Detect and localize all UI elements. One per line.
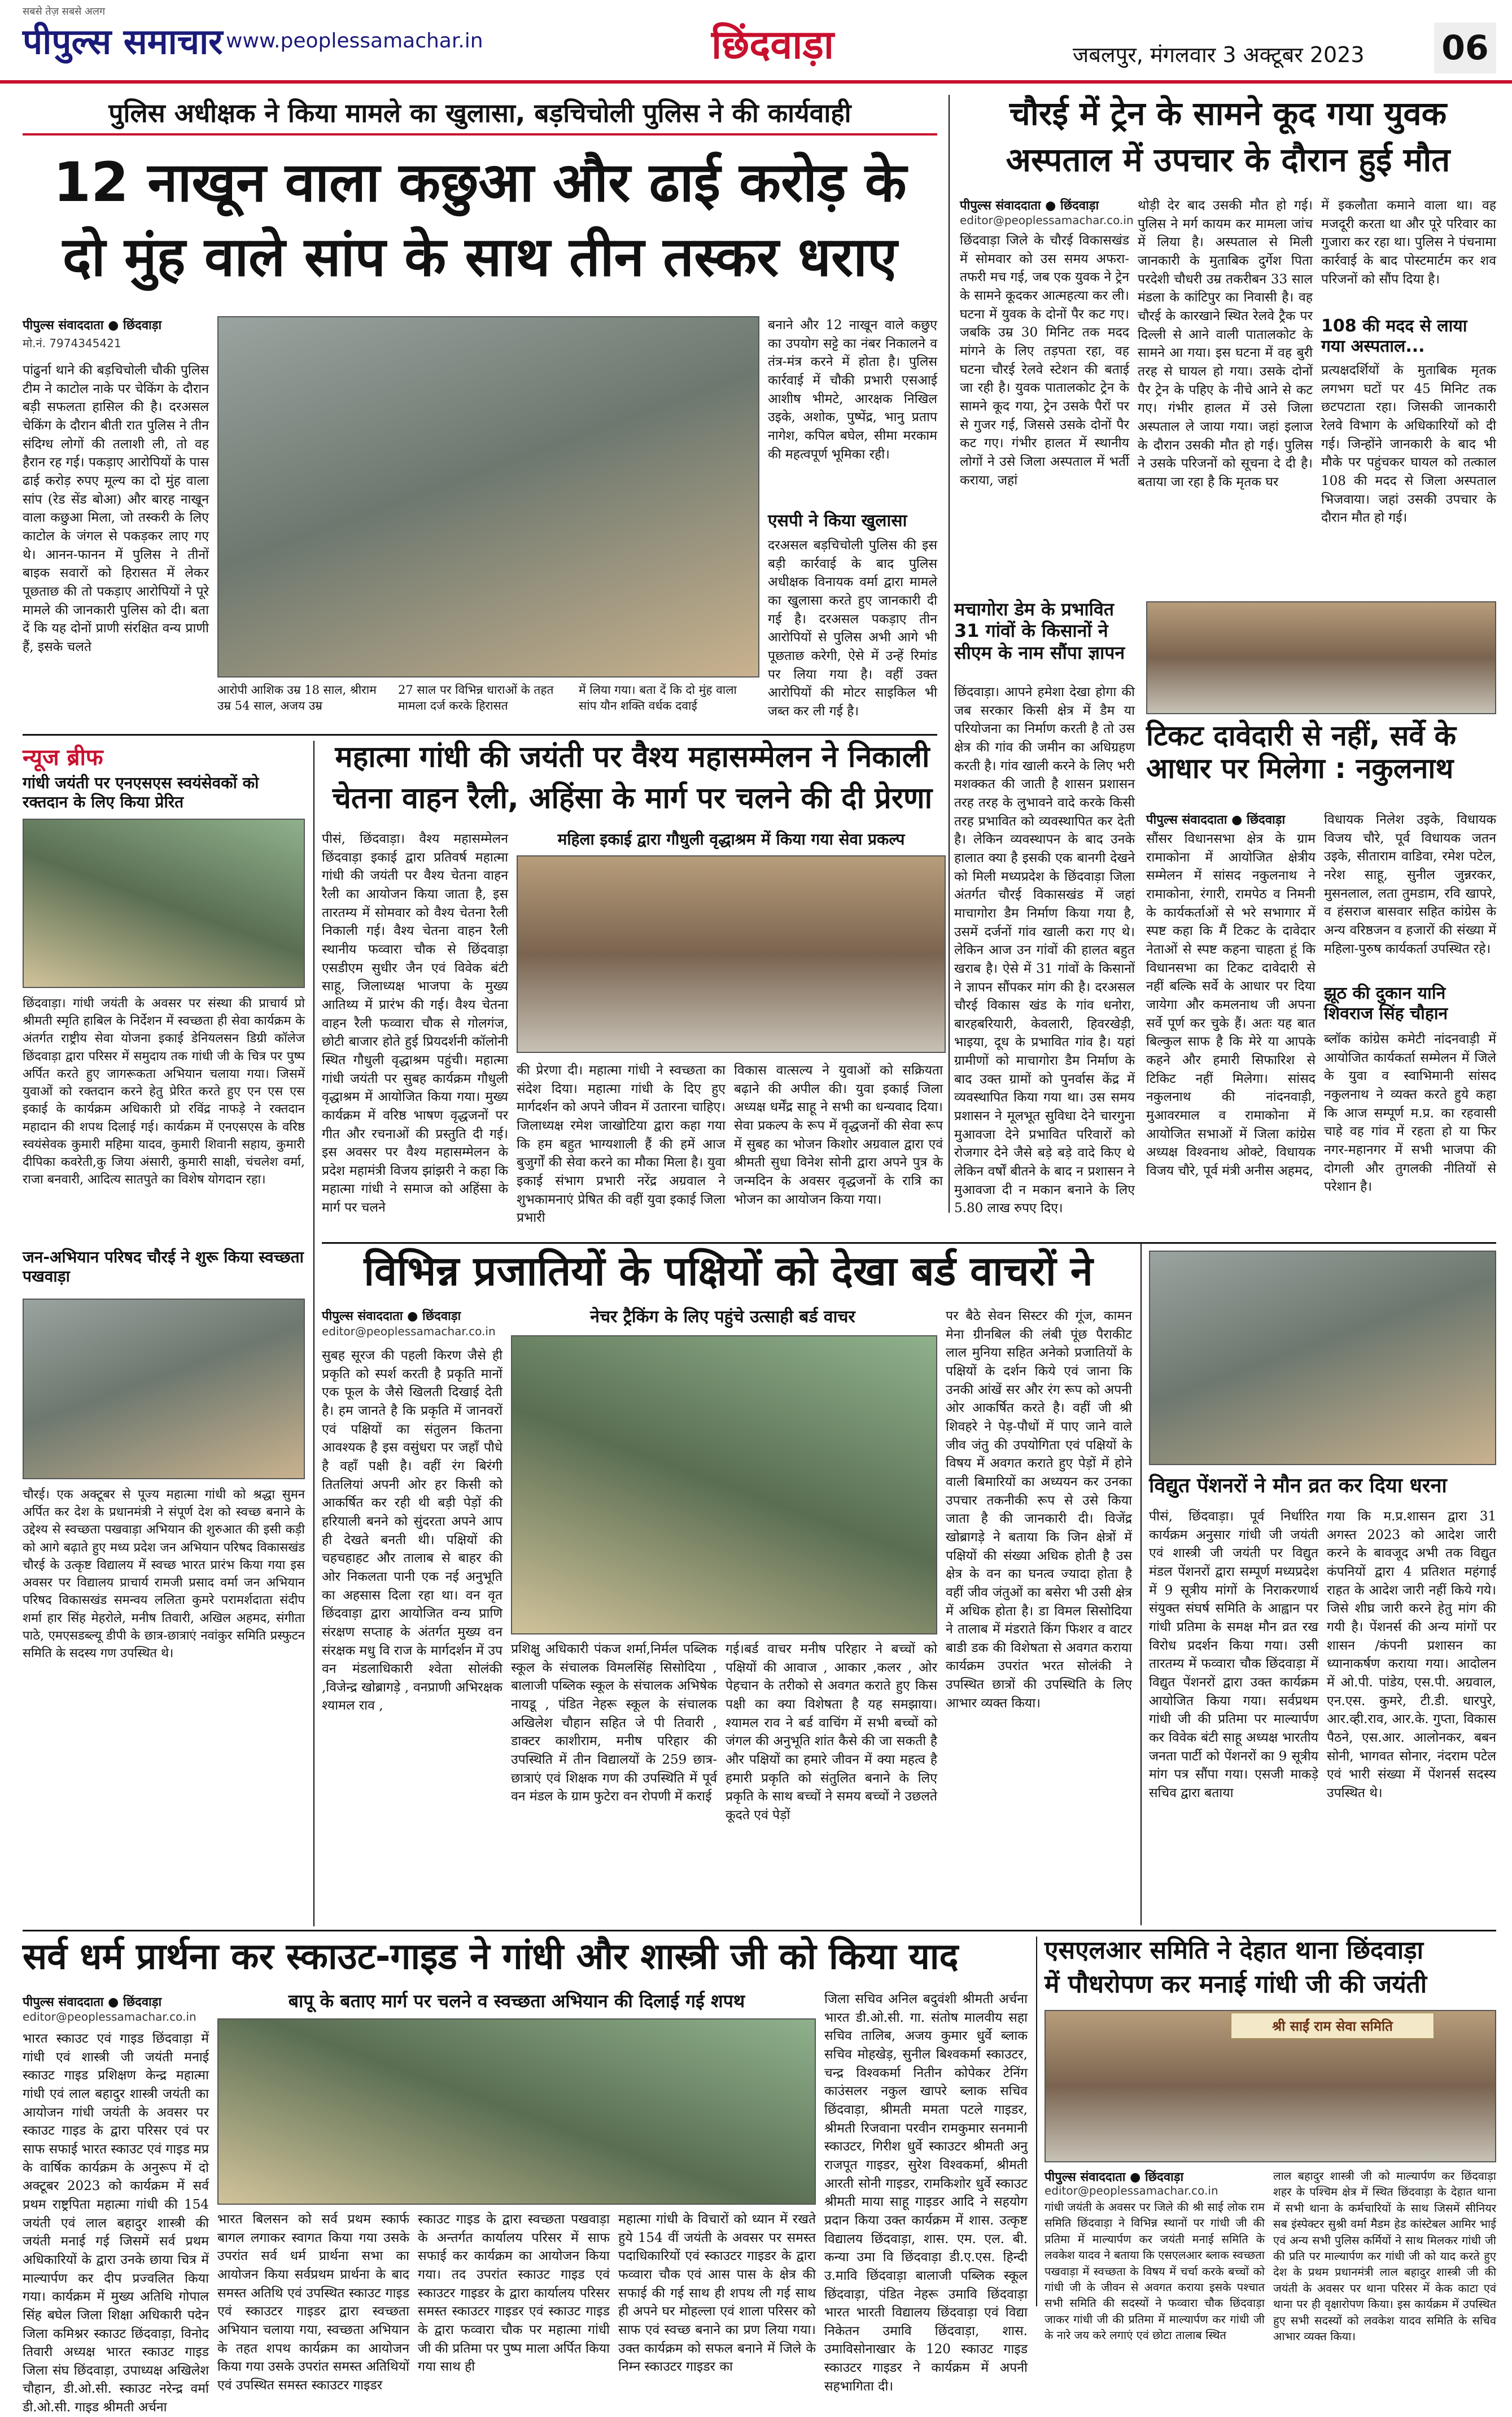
story9-headline-line1: एसएलआर समिति ने देहात थाना छिंदवाड़ा <box>1045 1936 1424 1965</box>
story1-police-photo <box>217 316 759 678</box>
newspaper-logo: पीपुल्स समाचार <box>23 21 223 62</box>
story5-body-col2: की प्रेरणा दी। महात्मा गांधी ने स्वच्छता का संदेश दिया। महात्मा गांधी के दिए हुए मार्गदर्शन को अपने जीवन में उतारना चाहिए। जिलाध्यक्ष रमेश जाखोटिया द्वारा कहा गया कि हम बहुत भाग्यशाली हैं की हमें आज बुजुर्गों की सेवा करने का मौका मिला है। युवा इकाई संभाग प्रभारी नरेंद्र अग्रवाल ने शुभकामनाएं प्रेषित की वहीं युवा इकाई जिला प्रभारी <box>517 1063 726 1226</box>
story2-headline-line1: चौरई में ट्रेन के सामने कूद गया युवक <box>1009 94 1447 133</box>
newsbrief-body-1: छिंदवाड़ा। गांधी जयंती के अवसर पर संस्था की प्राचार्य प्रो श्रीमती स्मृति हाबिल के निर्देशन में स्वच्छता ही सेवा कार्यक्रम के अंतर्गत राष्ट्रीय सेवा योजना इकाई डेनियलसन डिग्री कॉलेज छिंदवाड़ा द्वारा परिसर में समुदाय तक गांधी जी के चित्र पर पुष्प अर्पित करते हुए जागरूकता अभियान चलाया गया। जिसमें युवाओं को रक्तदान करने हेतु प्रेरित करते हुए एन एस एस इकाई के कार्यक्रम अधिकारी प्रो रविंद्र नाफड़े ने रक्तदान महादान की शपथ दिलाई गई। कार्यक्रम में एनएसएस के वरिष्ठ स्वयंसेवक कुमारी महिमा यादव, कुमारी शिवानी सहाय, कुमारी दीपिका कवरेती,कु जिया अंसारी, कुमारी साक्षी, चंचलेश वर्मा, राजा बनवारी, आदित्य सातपुते का विशेष योगदान रहा। <box>23 996 305 1187</box>
story6-body-col2: प्रशिक्षु अधिकारी पंकज शर्मा,निर्मल पब्लिक स्कूल के संचालक विमलसिंह सिसोदिया , बालाजी पब्लिक स्कूल के संचालक अभिषेक नायडू , पंडित नेहरू स्कूल के संचालक अखिलेश चौहान सहित जे पी तिवारी , डाक्टर काशीराम, मनीष परिहार की उपस्थिति में तीन विद्यालयों के 259 छात्र-छात्राएं एवं शिक्षक गण की उपस्थिति में पूर्व वन मंडल के ग्राम फुटेरा वन रोपणी में कराई <box>511 1642 717 1804</box>
edition-date: जबलपुर, मंगलवार 3 अक्टूबर 2023 <box>1073 42 1365 67</box>
newsbrief-photo-2 <box>23 1299 305 1479</box>
divider <box>23 133 937 136</box>
story1-mobile: मो.नं. 7974345421 <box>23 336 121 350</box>
story8-email[interactable]: editor@peoplessamachar.co.in <box>23 2010 196 2023</box>
story5-headline-line2: चेतना वाहन रैली, अहिंसा के मार्ग पर चलने की दी प्रेरणा <box>332 781 933 815</box>
story2-body-col2: थोड़ी देर बाद उसकी मौत हो गई। पुलिस ने मर्ग कायम कर मामला जांच में लिया है। अस्पताल से मिली जानकारी के मुताबिक दुर्गेश पिता परदेशी चौधरी उम्र तकरीबन 33 साल मंडला के कांटिपुर का निवासी है। वह चौरई के कारखाने स्थित रेलवे ट्रैक पर दिल्ली से आने वाली पातालकोट के सामने आ गया। इस घटना में वह बुरी तरह से घायल हो गया। उसके दोनों पैर ट्रेन के पहिए के नीचे आने से कट गए। गंभीर हालत में उसे जिला अस्पताल ले जाया गया। जहां इलाज के दौरान उसकी मौत हो गई। पुलिस ने उसके परिजनों को सूचना दे दी है। बताया जा रहा है कि मृतक घर <box>1138 198 1313 489</box>
story8-byline: पीपुल्स संवाददाता ● छिंदवाड़ा <box>23 1995 162 2009</box>
story2-body-col3: में इकलौता कमाने वाला था। वह मजदूरी करता था और पूरे परिवार का गुजारा कर रहा था। पुलिस ने पंचनामा कार्रवाई के बाद पोस्टमार्टम कर शव परिजनों को सौंप दिया है। <box>1321 198 1496 287</box>
story2-body-col1: छिंदवाड़ा जिले के चौरई विकासखंड में सोमवार को उस समय अफरा-तफरी मच गई, जब एक युवक ने ट्रेन के सामने कूदकर आत्महत्या कर ली। घटना में युवक के दोनों पैर कट गए। जबकि उम्र 30 मिनिट तक मदद मांगने के लिए तड़पता रहा, वह घटना चौरई रेलवे स्टेशन की बताई जा रही है। युवक पातालकोट ट्रेन के सामने कूद गया, ट्रेन उसके पैरों पर से गुजर गई, जिससे उसके दोनों पैर कट गए। गंभीर हालत में स्थानीय लोगों ने उसे जिला अस्पताल में भर्ती कराया, जहां <box>960 233 1129 488</box>
story5-subhead: महिला इकाई द्वारा गौधुली वृद्धाश्रम में किया गया सेवा प्रकल्प <box>557 830 905 849</box>
edition-city: छिंदवाड़ा <box>711 21 834 68</box>
newsbrief-photo-1 <box>23 819 305 988</box>
page-number: 06 <box>1434 23 1496 73</box>
story1-subhead: एसपी ने किया खुलासा <box>768 511 907 531</box>
story8-body-col1: भारत स्काउट एवं गाइड छिंदवाड़ा में गांधी एवं शास्त्री जी जयंती मनाई स्काउट गाइड प्रशिक्षण केन्द्र महात्मा गांधी एवं लाल बहादुर शास्त्री जयंती का आयोजन गांधी जयंती के अवसर पर स्काउट गाइड के द्वारा परिसर एवं पर साफ सफाई भारत स्काउट एवं गाइड मप्र के वार्षिक कार्यक्रम के अनुरूप में दो अक्टूबर 2023 को कार्यक्रम में सर्व प्रथम राष्ट्रपिता महात्मा गांधी की 154 जयंती एवं लाल बहादुर शास्त्री की जयंती मनाई गई जिसमें सर्व प्रथम अधिकारियों के द्वारा उनके छाया चित्र में माल्यार्पण कर दीप प्रज्वलित किया गया। कार्यक्रम में मुख्य अतिथि गोपाल सिंह बघेल जिला शिक्षा अधिकारी पदेन जिला कमिश्नर स्काउट छिंदवाड़ा, विनोद तिवारी अध्यक्ष भारत स्काउट गाइड जिला संघ छिंदवाड़ा, उपाध्यक्ष अखिलेश चौहान, डी.ओ.सी. स्काउट नरेन्द्र वर्मा डी.ओ.सी. गाइड श्रीमती अर्चना <box>23 2031 209 2415</box>
story5-rally-photo <box>517 855 946 1053</box>
story2-body-col3b: प्रत्यक्षदर्शियों के मुताबिक मृतक लगभग घटों पर 45 मिनिट तक छटपटाता रहा। जिसकी जानकारी रेलवे विभाग के अधिकारियों को दी गई। जिन्होंने जानकारी के बाद भी मौके पर पहुंचकर घायल को तत्काल 108 की मदद से जिला अस्पताल भिजवाया। जहां उसकी उपचार के दौरान मौत हो गई। <box>1321 363 1496 526</box>
column-divider <box>949 95 950 1213</box>
newsbrief-label: न्यूज ब्रीफ <box>23 745 103 771</box>
story4-body-col1: सौंसर विधानसभा क्षेत्र के ग्राम रामाकोना में आयोजित क्षेत्रीय सम्मेलन में सांसद नकुलनाथ ने रामाकोना, रंगारी, रामपेठ व निमनी के कार्यकर्ताओं से भरे सभागार में स्पष्ट कहा कि मैं टिकट के दावेदार नेताओं से स्पष्ट कहना चाहता हूं कि विधानसभा का टिकट दावेदारी से नहीं बल्कि सर्वे के आधार पर दिया जायेगा और कमलनाथ जी अपना सर्वे पूर्ण कर चुके हैं। अतः यह बात बिल्कुल साफ है कि मेरे या आपके कहने और हमारी सिफारिश से टिकिट नहीं मिलेगा। सांसद नकुलनाथ की नांदनवाड़ी, मुआवरमाल व रामाकोना में आयोजित सभाओं में जिला कांग्रेस अध्यक्ष विश्वनाथ ओक्टे, विधायक विजय चौरे, पूर्व मंत्री अनीस अहमद, <box>1146 832 1316 1178</box>
story7-headline: विद्युत पेंशनरों ने मौन व्रत कर दिया धरना <box>1149 1474 1447 1497</box>
story5-headline-line1: महात्मा गांधी की जयंती पर वैश्य महासम्मेलन ने निकाली <box>335 740 930 774</box>
story6-body-col1: सुबह सूरज की पहली किरण जैसे ही प्रकृति को स्पर्श करती है प्रकृति मानों एक फूल के जैसे खिलती दिखाई देती है। हम जानते है कि प्रकृति में जानवरों एवं पक्षियों का संतुलन कितना आवश्यक है इस वसुंधरा पर जहाँ पौधे है वहाँ पक्षी है। वहीं रंग बिरंगी तितलियां अपनी ओर हर किसी को आकर्षित कर रही थी बड़ी पेड़ों की हरियाली बनने को सुंदरता अपने आप ही देखते बनती थी। पक्षियों की चहचहाहट और तालाब से बाहर की ओर निकलता पानी एक नई अनुभूति का अहसास दिला रहा था। वन वृत छिंदवाड़ा द्वारा आयोजित वन्य प्राणि संरक्षण सप्ताह के अंतर्गत मुख्य वन संरक्षक मधु वि राज के मार्गदर्शन में उप वन मंडलाधिकारी श्वेता सोलंकी ,विजेन्द्र खोब्रागड़े , वनप्राणी अभिरक्षक श्यामल राव , <box>322 1348 502 1714</box>
story6-headline: विभिन्न प्रजातियों के पक्षियों को देखा बर्ड वाचरों ने <box>364 1247 1093 1295</box>
story6-birdwatch-photo <box>511 1335 937 1634</box>
story4-subhead: झूठ की दुकान यानि शिवराज सिंह चौहान <box>1324 984 1448 1024</box>
newsbrief-body-2: चौरई। एक अक्टूबर से पूज्य महात्मा गांधी को श्रद्धा सुमन अर्पित कर देश के प्रधानमंत्री ने संपूर्ण देश को स्वच्छ बनाने के उद्देश्य से स्वच्छता पखवाड़ा अभियान की शुरुआत की इसी कड़ी को आगे बढ़ाते हुए मध्य प्रदेश जन अभियान परिषद विकासखंड चौरई के उत्कृष्ट विद्यालय में स्वच्छ भारत प्रारंभ किया गया इस अवसर पर विद्यालय प्राचार्य रामजी प्रसाद वर्मा जन अभियान परिषद विकासखंड समन्वय ललिता कुमरे परामर्शदाता संदीप शर्मा हार सिंह मेहरोले, मनीष तिवारी, अखिल अहमद, संगीता पाठे, एमएसडब्ल्यू डीपी के छात्र-छात्राएं नवांकुर समिति प्रस्फुटन समिति के सदस्य गण उपस्थित थे। <box>23 1488 305 1661</box>
story7-body-col1: पीसं, छिंदवाड़ा। पूर्व निर्धारित कार्यक्रम अनुसार गांधी जी जयंती एवं शास्त्री जी जयंती पर विद्युत मंडल पेंशनरों द्वारा सम्पूर्ण मध्यप्रदेश में 9 सूत्रीय मांगों के निराकरणार्थ संयुक्त संघर्ष समिति के आह्वान पर गांधी प्रतिमा के समक्ष मौन व्रत रख विरोध प्रदर्शन किया गया। उसी तारतम्य में फव्वारा चौक छिंदवाड़ा में विद्युत पेंशनरों द्वारा उक्त कार्यक्रम आयोजित किया गया। सर्वप्रथम गांधी जी की प्रतिमा पर माल्यार्पण कर विवेक बंटी साहू अध्यक्ष भारतीय जनता पार्टी को पेंशनरों का 9 सूत्रीय मांग पत्र सौंपा गया। एसजी माकड़े सचिव द्वारा बताया <box>1149 1509 1318 1800</box>
story8-body-col5: जिला सचिव अनिल बदुवंशी श्रीमती अर्चना भारत डी.ओ.सी. गा. संतोष मालवीय सहा सचिव तालिब, अजय कुमार धुर्वे ब्लाक सचिव मोहखेड़, सुनील बिश्वकर्मा स्काउटर, चन्द्र विश्वकर्मा नितीन कोपेकर टेनिंग काउंसलर नकुल खापरे ब्लाक सचिव छिंदवाड़ा, श्रीमती ममता पटले गाइडर, श्रीमती रिजवाना परवीन रामकुमार सनमानी स्काउटर, गिरीश धुर्वे स्काउटर श्रीमती अनु राजपूत गाइडर, सुरेश विश्वकर्मा, श्रीमती आरती सोनी गाइडर, रामकिशोर धुर्वे स्काउट श्रीमती माया साहू गाइडर आदि ने सहयोग प्रदान किया उक्त कार्यक्रम में शास. उत्कृष्ट विद्यालय छिंदवाड़ा, शास. एम. एल. बी. कन्या उमा वि छिंदवाड़ा डी.ए.एस. हिन्दी उ.मावि छिंदवाड़ा बालाजी पब्लिक स्कूल छिंदवाड़ा, पंडित नेहरू उमावि छिंदवाड़ा भारत भारती विद्यालय छिंदवाड़ा एवं विद्या निकेतन उमावि छिंदवाड़ा, शास. उमाविसोनाखार के 120 स्काउट गाइड स्काउटर गाइडर ने कार्यक्रम में अपनी सहभागिता दी। <box>824 1992 1028 2394</box>
story7-body-col2: गया कि म.प्र.शासन द्वारा 31 अगस्त 2023 को आदेश जारी करने के बावजूद अभी तक विद्युत कंपनियों द्वारा 4 प्रतिशत महंगाई राहत के आदेश जारी नहीं किये गये। जिसे शीघ्र जारी करने हेतु मांग की गयी है। पेंशनर्स की अन्य मांगों पर शासन /कंपनी प्रशासन का ध्यानाकर्षण कराया गया। आदोलन में ओ.पी. पांडेय, एस.पी. अग्रवाल, एन.एस. कुमरे, टी.डी. धारपुरे, आर.व्ही.राव, आर.के. गुप्ता, विकास पैठने, एस.आर. आलोनकर, बबन सोनी, भागवत सोनार, नंदराम पटेल एवं भारी संख्या में पेंशनर्स सदस्य उपस्थित थे। <box>1327 1509 1496 1800</box>
column-divider <box>1140 1242 1142 1925</box>
story1-headline-line1: 12 नाखून वाला कछुआ और ढाई करोड़ के <box>53 151 907 214</box>
story9-headline-line2: में पौधरोपण कर मनाई गांधी जी की जयंती <box>1045 1970 1427 1999</box>
story4-body-col2: विधायक निलेश उइके, विधायक विजय चौरे, पूर्व विधायक जतन उइके, सीताराम वाडिवा, रमेश पटेल, नरेश साहू, सुनील जुन्नरकर, मुसनलाल, लता तुमडाम, रवि खापरे, व हंसराज बासवार सहित कांग्रेस के अन्य वरिष्ठजन व हजारों की संख्या में महिला-पुरुष कार्यकर्ता उपस्थित रहे। <box>1324 812 1496 956</box>
section-divider <box>23 734 937 736</box>
newsbrief-headline-1: गांधी जयंती पर एनएसएस स्वयंसेवकों को रक्तदान के लिए किया प्रेरित <box>23 773 259 811</box>
story1-body-col3: बनाने और 12 नाखून वाले कछुए का उपयोग सट्टे का नंबर निकालने व तंत्र-मंत्र करने में होता है। पुलिस कार्रवाई में चौकी प्रभारी एसआई आशीष भीमटे, आरक्षक निखिल उइके, अशोक, पुष्पेंद्र, भानु प्रताप नागेश, कपिल बघेल, सीमा मरकाम की महत्वपूर्ण भूमिका रही। <box>768 318 937 462</box>
section-divider <box>322 1242 1496 1244</box>
story5-body-col1: पीसं, छिंदवाड़ा। वैश्य महासम्मेलन छिंदवाड़ा इकाई द्वारा प्रतिवर्ष महात्मा गांधी की जयंती पर वैश्य चेतना वाहन रैली का आयोजन किया जाता है, इस तारतम्य में सोमवार को वैश्य चेतना रैली निकाली गई। वैश्य चेतना वाहन रैली स्थानीय फव्वारा चौक से छिंदवाड़ा एसडीएम सुधीर जैन एवं विवेक बंटी साहू, जिलाध्यक्ष भाजपा के मुख्य आतिथ्य में प्रारंभ की गई। वैश्य चेतना वाहन रैली फव्वारा चौक से गोलगंज, छोटी बाजार होते हुई प्रियदर्शनी कॉलोनी स्थित गौधुली वृद्धाश्रम पहुंची। महात्मा गांधी जयंती पर सुबह कार्यक्रम गौधुली वृद्धाश्रम में आयोजित किया गया। मुख्य कार्यक्रम में वरिष्ठ भाषण वृद्धजनों पर गीत और रचनाओं की प्रस्तुति दी गई। इस अवसर पर वैश्य महासम्मेलन के प्रदेश महामंत्री विजय झांझरी ने कहा कि महात्मा गांधी ने समाज को अहिंसा के मार्ग पर चलने <box>322 832 508 1216</box>
story6-body-col4: पर बैठे सेवन सिस्टर की गूंज, कामन मेना ग्रीनबिल की लंबी पूंछ पैराकीट लाल मुनिया सहित अनेको प्रजातियों के पक्षियों के दर्शन किये एवं जाना कि उनकी आंखें सर और रंग रूप को अपनी ओर आकर्षित करते है। वहीं जी श्री शिवहरे ने पेड़-पौधों में पाए जाने वाले जीव जंतु की उपयोगिता एवं पक्षियों के विषय में अवगत कराते हुए पेड़ों में होने वाली बिमारियों का अध्ययन कर उनका उपचार तकनीकी रूप से उसे किया जाता है की जानकारी दी। विजेंद्र खोब्रागड़े ने बताया कि जिन क्षेत्रों में पक्षियों की संख्या अधिक होती है उस क्षेत्र के वन का घनत्व ज्यादा होता है वहीं जीव जंतुओं का बसेरा भी उसी क्षेत्र में अधिक होता है। डा विमल सिसोदिया ने तालाब में मंडराते किंग फिशर व वाटर बाडी डक की विशेषता से अवगत कराया कार्यक्रम उपरांत भरत सोलंकी ने उपस्थित छात्रों की उपस्थिति के लिए आभार व्यक्त किया। <box>946 1309 1132 1711</box>
story1-kicker: पुलिस अधीक्षक ने किया मामले का खुलासा, बड़चिचोली पुलिस ने की कार्यवाही <box>108 98 851 128</box>
story4-rally-photo <box>1146 601 1496 714</box>
story3-body: छिंदवाड़ा। आपने हमेशा देखा होगा की जब सरकार किसी क्षेत्र में डैम या परियोजना का निर्माण करती है तो उस क्षेत्र की गांव की जमीन का अधिग्रहण करती है। गांव खाली करने के लिए भरी मशक्कत की जाती है शासन प्रशासन तरह तरह के लुभावने वादे करके किसी तरह प्रभावित को व्यवस्थापित कर देती है। लेकिन व्यवस्थापन के बाद उनके हालात क्या है इसकी एक बानगी देखने को मिली मध्यप्रदेश के छिंदवाड़ा जिला अंतर्गत चौरई विकासखंड में जहां माचागोरा डैम निर्माण किया गया है, उसमें दर्जनों गांव खाली करा गए थे। लेकिन आज उन गांवों की हालत बहुत खराब है। ऐसे में 31 गांवों के किसानों ने ज्ञापन सौंपकर मांग की है। दरअसल चौरई विकास खंड के गांव धनोरा, बारहबरियारी, केवलारी, हिवरखेड़ी, भाइया, दूध के प्रभावित गांव है। यहां ग्रामीणों को माचागोरा डैम निर्माण के बाद उक्त ग्रामों को पुनर्वास केंद्र में व्यवस्थापित किया गया था। उस समय प्रशासन ने मूलभूत सुविधा देने चारगुना मुआवजा देने प्रभावित परिवारों को रोजगार देने जैसे बड़े बड़े वादे किए थे लेकिन वर्षों बीतने के बाद न प्रशासन ने मुआवजा दी न मकान बनाने के लिए 5.80 लाख रुपए दिए। <box>954 685 1135 1216</box>
story1-caption-1: आरोपी आशिक उम्र 18 साल, श्रीराम उम्र 54 साल, अजय उम्र <box>217 683 377 713</box>
masthead-tagline: सबसे तेज़ सबसे अलग <box>23 6 106 18</box>
story8-body-col4: महात्मा गांधी के विचारों को ध्यान में रखते हुये 154 वीं जयंती के अवसर पर समस्त पदाधिकारियों एवं स्काउटर गाइडर के द्वारा फव्वारा चौक एवं आस पास के क्षेत्र की सफाई की गई साथ ही शपथ ली गई साथ ही अपने घर मोहल्ला एवं शाला परिसर को साफ एवं स्वच्छ बनाने का प्रण लिया गया। उक्त कार्यक्रम को सफल बनाने में जिले के निम्न स्काउटर गाइडर का <box>618 2212 816 2375</box>
story2-byline: पीपुल्स संवाददाता ● छिंदवाड़ा <box>960 199 1099 213</box>
story9-body-col2: लाल बहादुर शास्त्री जी को माल्यार्पण कर छिंदवाड़ा शहर के पश्चिम क्षेत्र में स्थित छिंदवाड़ा के देहात थाना में सभी थाना के कर्मचारियों के साथ जिसमें सीनियर सब इंस्पेक्टर सुश्री वर्मा मैडम हेड कांस्टेबल आमिर भाई एवं अन्य सभी पुलिस कर्मियों ने साथ मिलकर गांधी जी की प्रति पर माल्यार्पण कर गांधी जी को याद करते हुए देश के प्रथम प्रधानमंत्री लाल बहादुर शास्त्री जी की जयंती के अवसर पर थाना परिसर में केक काटा एवं थाना पर ही वृक्षारोपण किया। इस कार्यक्रम में उपस्थित हुए सभी सदस्यों को लवकेश यादव समिति के सचिव आभार व्यक्त किया। <box>1273 2169 1496 2343</box>
story4-byline: पीपुल्स संवाददाता ● छिंदवाड़ा <box>1146 813 1286 827</box>
story8-body-col3: स्काउट गाइड के द्वारा स्वच्छता पखवाड़ा के अन्तर्गत कार्यालय परिसर में साफ सफाई कर कार्यक्रम का आयोजन किया गया। तद उपरांत स्काउट गाइड एवं स्काउटर गाइडर के द्वारा कार्यालय परिसर समस्त स्काउटर गाइडर एवं स्काउट गाइड के द्वारा फव्वारा चौक पर महात्मा गांधी जी की प्रतिमा पर पुष्प माला अर्पित किया गया साथ ही <box>418 2212 610 2375</box>
story7-pensioners-photo <box>1149 1251 1496 1465</box>
column-divider <box>313 741 314 1926</box>
story1-caption-3: में लिया गया। बता दें कि दो मुंह वाला सांप यौन शक्ति वर्धक दवाई <box>579 683 737 713</box>
story9-email[interactable]: editor@peoplessamachar.co.in <box>1045 2184 1218 2197</box>
story3-headline: मचागोरा डेम के प्रभावित 31 गांवों के किसानों ने सीएम के नाम सौंपा ज्ञापन <box>954 598 1125 663</box>
story8-scouts-photo <box>217 2018 816 2205</box>
story9-body-col1: गांधी जयंती के अवसर पर जिले की श्री साई लोक राम समिति छिंदवाड़ा ने विभिन्न स्थानों पर गांधी जी की प्रतिमा में माल्यार्पण कर जयंती मनाई समिति के लवकेश यादव ने बताया कि एसएलआर ब्लाक स्वच्छता पखवाड़ा में स्वच्छता के विषय में चर्चा करके बच्चों को गांधी जी के जीवन से अवगत कराया इसके पश्चात सभी समिति की सदस्यों ने फव्वारा चौक छिंदवाड़ा जाकर गांधी जी की प्रतिमा में माल्यार्पण कर गांधी जी के नारे जय करे लगाएं एवं छोटा तालाब स्थित <box>1045 2200 1265 2342</box>
story1-body-col1: पांढुर्ना थाने की बड़चिचोली चौकी पुलिस टीम ने काटोल नाके पर चेकिंग के दौरान बड़ी सफलता हासिल की है। दरअसल चेकिंग के दौरान बीती रात पुलिस ने तीन संदिग्ध लोगों की तलाशी ली, तो वह हैरान रह गई। पकड़ाए आरोपियों के पास ढाई करोड़ रुपए मूल्य का दो मुंह वाला सांप (रेड सेंड बोआ) और बारह नाखून वाला कछुआ मिला, जो तस्करी के लिए काटोल के जंगल से पकड़कर लाए गए थे। आनन-फानन में पुलिस ने तीनों बाइक सवारों को हिरासत में लेकर पूछताछ की तो पकड़ाए आरोपियों ने पूरे मामले की जानकारी पुलिस को दी। बता दें कि यह दोनों प्राणी संरक्षित वन्य प्राणी हैं, इसके चलते <box>23 363 209 654</box>
story6-body-col3: गई।बर्ड वाचर मनीष परिहार ने बच्चों को पक्षियों की आवाज , आकार ,कलर , ओर पेहचान के तरीको से अवगत कराते हुए किस पक्षी का क्या विशेषता है यह समझाया। श्यामल राव ने बर्ड वाचिंग में सभी बच्चों को जंगल की अनुभूति शांत कैसे की जा सकती है और पक्षियों का हमारे जीवन में क्या महत्व है हमारी प्रकृति को संतुलित बनाने के लिए प्रकृति के साथ बच्चों ने समय बच्चों ने उछलते कूदते एवं पेड़ों <box>726 1642 937 1822</box>
section-divider <box>23 1930 1496 1931</box>
story8-headline: सर्व धर्म प्रार्थना कर स्काउट-गाइड ने गांधी और शास्त्री जी को किया याद <box>23 1936 959 1978</box>
story9-banner: श्री साईं राम सेवा समिति <box>1231 2013 1434 2039</box>
story1-headline-line2: दो मुंह वाले सांप के साथ तीन तस्कर धराए <box>62 225 898 289</box>
website-link[interactable]: www.peoplessamachar.in <box>226 29 483 53</box>
story1-caption-2: 27 साल पर विभिन्न धाराओं के तहत मामला दर्ज करके हिरासत <box>398 683 554 713</box>
story4-headline: टिकट दावेदारी से नहीं, सर्वे के आधार पर मिलेगा : नकुलनाथ <box>1146 719 1457 785</box>
story2-subhead: 108 की मदद से लाया गया अस्पताल... <box>1321 316 1467 356</box>
story6-byline: पीपुल्स संवाददाता ● छिंदवाड़ा <box>322 1309 461 1323</box>
story2-email[interactable]: editor@peoplessamachar.co.in <box>960 213 1134 227</box>
story8-subhead: बापू के बताए मार्ग पर चलने व स्वच्छता अभियान की दिलाई गई शपथ <box>288 1990 745 2012</box>
story4-body-col2b: ब्लॉक कांग्रेस कमेटी नांदनवाड़ी में आयोजित कार्यकर्ता सम्मेलन में जिले के युवा व स्वाभिमानी सांसद नकुलनाथ ने व्यक्त करते हुये कहा कि आज सम्पूर्ण म.प्र. का रहवासी चाहे वह गांव में रहता हो या फिर नगर-महानगर में सभी भाजपा की दोगली और तुगलकी नीतियों से परेशान है। <box>1324 1032 1496 1195</box>
story6-email[interactable]: editor@peoplessamachar.co.in <box>322 1325 496 1338</box>
newsbrief-headline-2: जन-अभियान परिषद चौरई ने शुरू किया स्वच्छता पखवाड़ा <box>23 1248 304 1286</box>
story1-byline: पीपुल्स संवाददाता ● छिंदवाड़ा <box>23 318 162 333</box>
story1-body-col3b: दरअसल बड़चिचोली पुलिस की इस बड़ी कार्रवाई के बाद पुलिस अधीक्षक विनायक वर्मा द्वारा मामले का खुलासा करते हुए जानकारी दी गई है। दरअसल पकड़ाए तीन आरोपियों से पुलिस अभी आगे भी पूछताछ करेगी, ऐसे में उन्हें रिमांड पर लिया गया है। वहीं उक्त आरोपियों की मोटर साइकिल भी जब्त कर ली गई है। <box>768 538 937 719</box>
story5-body-col3: विकास वात्सल्य ने युवाओं को सक्रियता बढ़ाने की अपील की। युवा इकाई जिला अध्यक्ष धर्मेंद्र साहू ने सभी का धन्यवाद दिया। सेवा प्रकल्प के रूप में वृद्धजनों की सेवा रूप में सुबह का भोजन किशोर अग्रवाल द्वारा एवं श्रीमती सुधा विनेश सोनी द्वारा अपने पुत्र के जन्मदिन के अवसर वृद्धजनों के रात्रि का भोजन का आयोजन किया गया। <box>734 1063 943 1207</box>
story9-byline: पीपुल्स संवाददाता ● छिंदवाड़ा <box>1045 2170 1184 2184</box>
story6-subhead: नेचर ट्रैकिंग के लिए पहुंचे उत्साही बर्ड वाचर <box>590 1307 855 1327</box>
story2-headline-line2: अस्पताल में उपचार के दौरान हुई मौत <box>1006 141 1450 179</box>
column-divider <box>1036 1937 1037 2306</box>
story8-body-col2: भारत बिलसन को सर्व प्रथम स्कार्फ बागल लगाकर स्वागत किया गया उसके उपरांत सर्व धर्म प्रार्थना सभा का आयोजन किया सर्वप्रथम प्रार्थना के बाद समस्त अतिथि एवं उपस्थित स्काउट गाइड एवं स्काउटर गाइडर द्वारा स्वच्छता अभियान चलाया गया, स्वच्छता अभियान के तहत शपथ कार्यक्रम का आयोजन किया गया उसके उपरांत समस्त अतिथियों एवं उपस्थित समस्त स्काउटर गाइडर <box>217 2212 409 2393</box>
